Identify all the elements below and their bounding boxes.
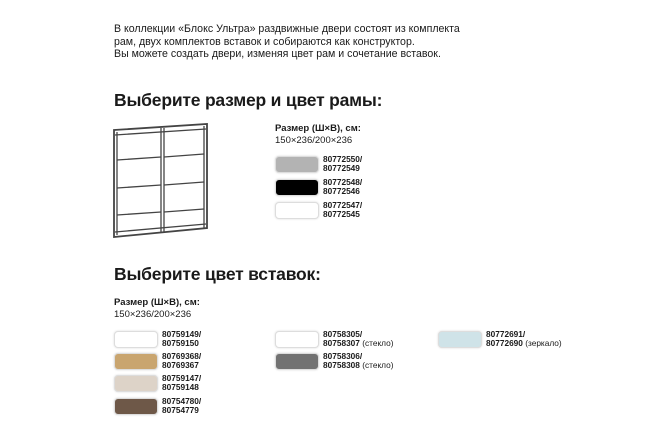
code-line: 80772547/	[323, 200, 363, 210]
color-swatch-option[interactable]	[114, 330, 201, 348]
frame-heading: Выберите размер и цвет рамы:	[114, 90, 383, 110]
color-swatch-option[interactable]	[275, 330, 394, 348]
code-line: 80754780/	[162, 396, 202, 406]
size-value: 150×236/200×236	[275, 134, 353, 146]
code-line: 80754779	[162, 405, 199, 415]
color-swatch-option[interactable]	[275, 178, 362, 196]
article-code	[323, 178, 362, 196]
color-chip[interactable]	[114, 331, 158, 348]
code-line: 80772549	[323, 163, 360, 173]
article-code	[162, 374, 201, 392]
color-swatch-option[interactable]	[275, 352, 394, 370]
code-line: 80772548/	[323, 177, 363, 187]
color-chip[interactable]	[275, 353, 319, 370]
code-line: 80759148	[162, 382, 199, 392]
color-chip[interactable]	[275, 156, 319, 173]
color-swatch-option[interactable]	[275, 201, 362, 219]
intro-line: рам, двух комплектов вставок и собираются как конструктор.	[114, 35, 415, 48]
color-swatch-option[interactable]	[438, 330, 562, 348]
article-code	[323, 352, 394, 370]
code-line: 80772691/	[486, 329, 526, 339]
code-line: 80758307	[323, 338, 360, 348]
code-line: 80772546	[323, 186, 360, 196]
code-line: 80759149/	[162, 329, 202, 339]
material-note: (зеркало)	[522, 338, 562, 348]
color-swatch-option[interactable]	[275, 155, 362, 173]
insert-heading: Выберите цвет вставок:	[114, 264, 321, 284]
code-line: 80759150	[162, 338, 199, 348]
color-swatch-option[interactable]	[114, 374, 201, 392]
article-code	[486, 330, 562, 348]
size-label: Размер (Ш×В), см:	[114, 297, 200, 308]
color-swatch-option[interactable]	[114, 352, 201, 370]
intro-text	[114, 23, 460, 61]
wardrobe-door-illustration	[110, 120, 210, 242]
article-code	[323, 155, 362, 173]
color-chip[interactable]	[275, 202, 319, 219]
material-note: (стекло)	[359, 360, 394, 370]
code-line: 80769367	[162, 360, 199, 370]
code-line: 80772545	[323, 209, 360, 219]
article-code	[162, 352, 201, 370]
code-line: 80772550/	[323, 154, 363, 164]
size-value: 150×236/200×236	[114, 308, 192, 320]
code-line: 80769368/	[162, 351, 202, 361]
article-code	[323, 330, 394, 348]
article-code	[323, 201, 362, 219]
intro-line: Вы можете создать двери, изменяя цвет рам и сочетание вставок.	[114, 48, 441, 60]
color-swatch-option[interactable]	[114, 397, 201, 415]
article-code	[162, 397, 201, 415]
code-line: 80759147/	[162, 373, 202, 383]
color-chip[interactable]	[114, 353, 158, 370]
code-line: 80772690	[486, 338, 523, 348]
intro-line: В коллекции «Блокс Ультра» раздвижные двери состоят из комплекта	[114, 23, 460, 35]
color-chip[interactable]	[438, 331, 482, 348]
color-chip[interactable]	[114, 375, 158, 392]
frame-size	[275, 123, 361, 146]
code-line: 80758306/	[323, 351, 363, 361]
color-chip[interactable]	[275, 179, 319, 196]
insert-size	[114, 297, 200, 320]
code-line: 80758305/	[323, 329, 363, 339]
color-chip[interactable]	[275, 331, 319, 348]
color-chip[interactable]	[114, 398, 158, 415]
material-note: (стекло)	[359, 338, 394, 348]
size-label: Размер (Ш×В), см:	[275, 123, 361, 134]
code-line: 80758308	[323, 360, 360, 370]
article-code	[162, 330, 201, 348]
